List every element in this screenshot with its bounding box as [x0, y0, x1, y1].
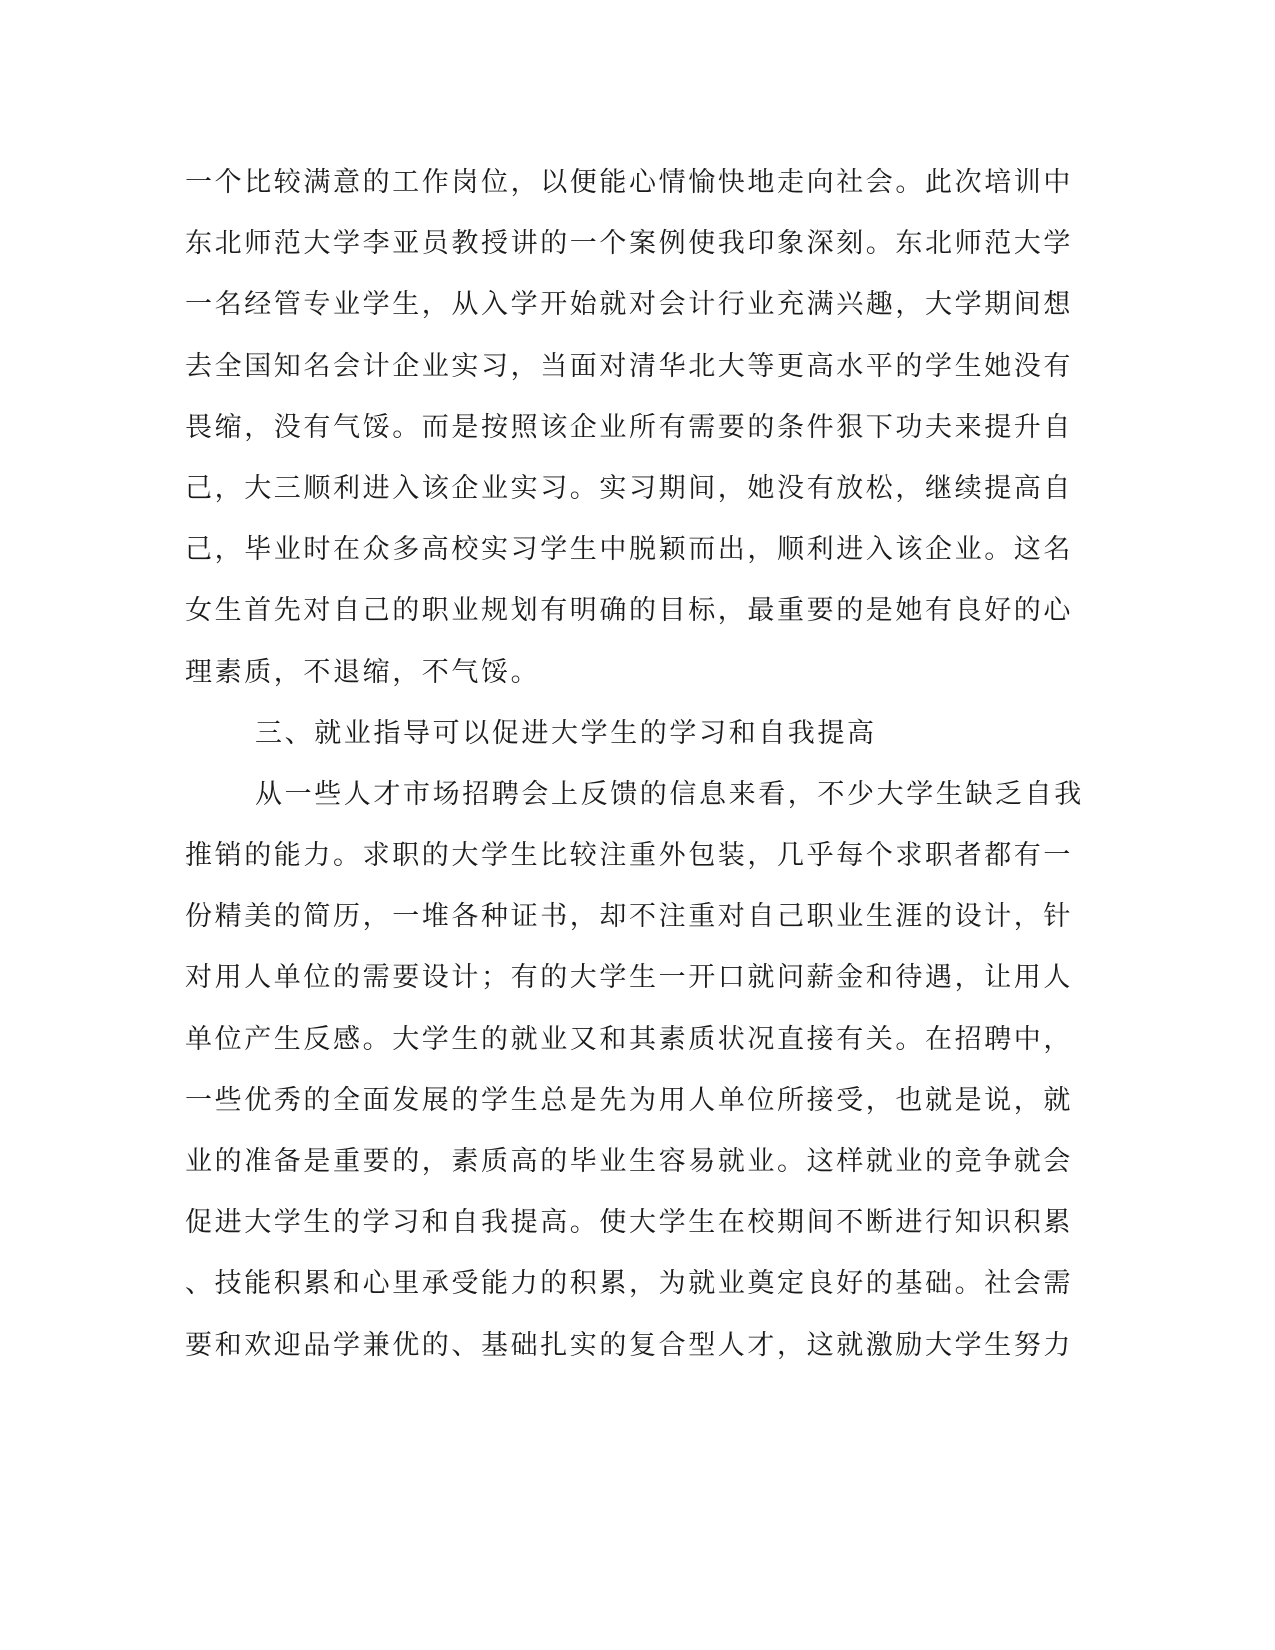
- text-line: 要和欢迎品学兼优的、基础扎实的复合型人才，这就激励大学生努力: [185, 1329, 1073, 1361]
- text-line: 一些优秀的全面发展的学生总是先为用人单位所接受，也就是说，就: [185, 1084, 1073, 1116]
- text-line: 己，大三顺利进入该企业实习。实习期间，她没有放松，继续提高自: [185, 472, 1073, 504]
- document-body: [185, 152, 1084, 1376]
- text-line: 份精美的简历，一堆各种证书，却不注重对自己职业生涯的设计，针: [185, 901, 1073, 933]
- paragraph-2: [185, 764, 1084, 1376]
- text-line: 促进大学生的学习和自我提高。使大学生在校期间不断进行知识积累: [185, 1207, 1073, 1239]
- text-line: 畏缩，没有气馁。而是按照该企业所有需要的条件狠下功夫来提升自: [185, 411, 1073, 443]
- text-line: 推销的能力。求职的大学生比较注重外包装，几乎每个求职者都有一: [185, 840, 1073, 872]
- paragraph-1: [185, 152, 1073, 703]
- text-line: 对用人单位的需要设计；有的大学生一开口就问薪金和待遇，让用人: [185, 962, 1073, 994]
- text-line: 单位产生反感。大学生的就业又和其素质状况直接有关。在招聘中，: [185, 1023, 1073, 1055]
- text-line: 东北师范大学李亚员教授讲的一个案例使我印象深刻。东北师范大学: [185, 228, 1073, 260]
- section-heading: 三、就业指导可以促进大学生的学习和自我提高: [255, 717, 877, 749]
- text-line: 、技能积累和心里承受能力的积累，为就业奠定良好的基础。社会需: [185, 1268, 1073, 1300]
- text-line: 一个比较满意的工作岗位，以便能心情愉快地走向社会。此次培训中: [185, 167, 1073, 198]
- text-line: 一名经管专业学生，从入学开始就对会计行业充满兴趣，大学期间想: [185, 289, 1073, 321]
- text-line: 理素质，不退缩，不气馁。: [185, 656, 541, 688]
- text-line: 从一些人才市场招聘会上反馈的信息来看，不少大学生缺乏自我: [255, 778, 1084, 810]
- text-line: 去全国知名会计企业实习，当面对清华北大等更高水平的学生她没有: [185, 350, 1073, 382]
- text-line: 女生首先对自己的职业规划有明确的目标，最重要的是她有良好的心: [185, 595, 1073, 627]
- text-line: 业的准备是重要的，素质高的毕业生容易就业。这样就业的竞争就会: [185, 1146, 1073, 1177]
- text-line: 己，毕业时在众多高校实习学生中脱颖而出，顺利进入该企业。这名: [185, 534, 1073, 566]
